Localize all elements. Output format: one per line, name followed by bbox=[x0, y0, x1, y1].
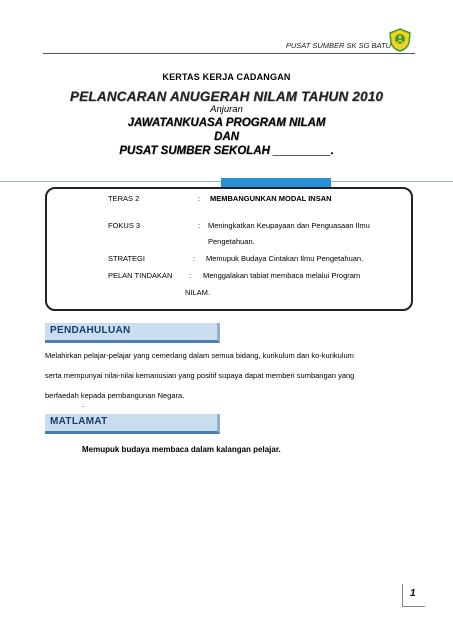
document-type: KERTAS KERJA CADANGAN bbox=[162, 72, 291, 82]
pendahuluan-heading: PENDAHULUAN bbox=[50, 325, 131, 336]
fokus-value-line1: Meningkatkan Keupayaan dan Penguasaan Ilmu bbox=[208, 221, 370, 230]
strategi-label: STRATEGI bbox=[108, 254, 145, 263]
matlamat-text: Memupuk budaya membaca dalam kalangan pelajar. bbox=[82, 445, 281, 454]
fokus-colon: : bbox=[198, 221, 201, 230]
pelan-colon: : bbox=[189, 271, 192, 280]
strategi-colon: : bbox=[193, 254, 196, 263]
info-box-accent-tab bbox=[221, 178, 331, 187]
pendahuluan-heading-bar bbox=[45, 323, 220, 343]
school-logo-icon bbox=[388, 28, 412, 52]
page-number: 1 bbox=[410, 588, 416, 599]
pelan-label: PELAN TINDAKAN bbox=[108, 271, 173, 280]
teras-value: MEMBANGUNKAN MODAL INSAN bbox=[210, 194, 332, 203]
pendahuluan-line1: Melahirkan pelajar-pelajar yang cemerlang dalam semua bidang, kurikulum dan ko-kurikulum bbox=[45, 351, 354, 360]
fokus-value-line2: Pengetahuan. bbox=[208, 237, 255, 246]
strategi-value: Memupuk Budaya Cintakan Ilmu Pengetahuan. bbox=[206, 254, 364, 263]
pendahuluan-line2: serta mempunyai nilai-nilai kemanusian yang positif supaya dapat memberi sumbangan yang bbox=[45, 371, 355, 380]
anjuran-label: Anjuran bbox=[210, 104, 243, 115]
page-number-box bbox=[402, 584, 425, 607]
header-divider bbox=[43, 53, 415, 54]
organizer-1: JAWATANKUASA PROGRAM NILAM bbox=[127, 117, 326, 129]
header-text: PUSAT SUMBER SK SG BATU bbox=[285, 41, 391, 50]
teras-label: TERAS 2 bbox=[108, 194, 140, 203]
teras-colon: : bbox=[198, 194, 201, 203]
organizer-2: PUSAT SUMBER SEKOLAH _________. bbox=[119, 145, 334, 157]
info-box bbox=[45, 187, 413, 311]
pendahuluan-line3: berfaedah kepada pembangunan Negara. bbox=[45, 391, 185, 400]
pelan-value-line1: Menggalakan tabiat membaca melalui Program bbox=[203, 271, 361, 280]
matlamat-heading-bar bbox=[45, 414, 220, 434]
document-title: PELANCARAN ANUGERAH NILAM TAHUN 2010 bbox=[69, 89, 384, 104]
matlamat-heading: MATLAMAT bbox=[50, 416, 108, 427]
pendahuluan-paragraph bbox=[45, 346, 417, 406]
stray-dot: . bbox=[82, 400, 85, 409]
pelan-value-line2: NILAM. bbox=[185, 288, 211, 297]
dan-label: DAN bbox=[214, 131, 239, 143]
fokus-label: FOKUS 3 bbox=[108, 221, 141, 230]
